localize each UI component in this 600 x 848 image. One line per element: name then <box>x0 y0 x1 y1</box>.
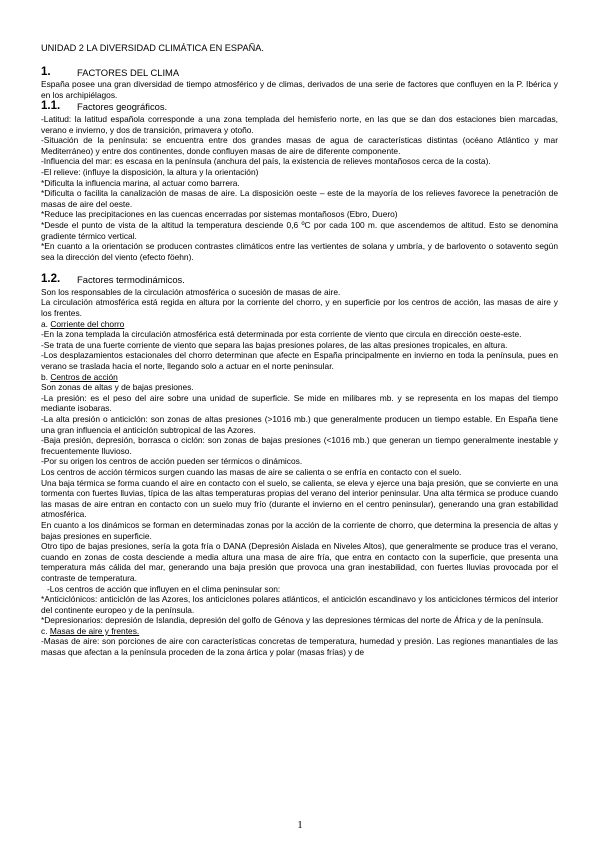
paragraph: -El relieve: (influye la disposición, la altura y la orientación) <box>41 166 259 177</box>
paragraph: *Dificulta la influencia marina, al actuar como barrera. <box>41 177 240 188</box>
subsection-b-title: Centros de acción <box>50 371 118 382</box>
subsection-c-letter: c. <box>41 625 50 636</box>
section-1-1-heading <box>41 101 558 113</box>
section-1-number: 1. <box>41 65 51 78</box>
paragraph: -La alta presión o anticiclón: son zonas de altas presiones (>1016 mb.) que generalmente producen un tiempo estable. En España tiene una gran influencia el anticiclón subtropical de las Azores. <box>41 414 558 435</box>
paragraph: -Los centros de acción que influyen en el clima peninsular son: <box>47 583 281 594</box>
paragraph: -Se trata de una fuerte corriente de viento que separa las bajas presiones polares, de las altas presiones tropicales, en altura. <box>41 339 508 350</box>
section-1-2-title: Factores termodinámicos. <box>77 274 185 286</box>
paragraph: Otro tipo de bajas presiones, sería la gota fría o DANA (Depresión Aislada en Niveles Altos), que generalmente se produce tras el verano, cuando en zonas de costa desciende a media altura una masa de aire fría, que entra en contacto con la superficie, que presenta una temperatura más cálida del mar, generando una baja presión que provoca una gran inestabilidad, con fuertes lluvias provocada por el contraste de temperatura. <box>41 541 558 583</box>
paragraph: *En cuanto a la orientación se producen contrastes climáticos entre las vertientes de solana y umbría, y de barlovento o sotavento según sea la dirección del viento (efecto föehn). <box>41 241 558 262</box>
section-1-heading <box>41 67 558 79</box>
section-1-1-title: Factores geográficos. <box>77 101 168 113</box>
subsection-c-heading <box>41 626 558 637</box>
section-1-title: FACTORES DEL CLIMA <box>77 66 180 78</box>
paragraph: -En la zona templada la circulación atmosférica está determinada por esta corriente de viento que circula en dirección oeste-este. <box>41 329 522 340</box>
subsection-b-letter: b. <box>41 371 51 382</box>
paragraph: *Reduce las precipitaciones en las cuencas encerradas por sistemas montañosos (Ebro, Duero) <box>41 209 398 220</box>
subsection-c-title: Masas de aire y frentes. <box>49 625 140 636</box>
paragraph: La circulación atmosférica está regida en altura por la corriente del chorro, y en superficie por los centros de acción, las masas de aire y los frentes. <box>41 297 558 319</box>
subsection-b-heading <box>41 372 558 383</box>
subsection-a-title: Corriente del chorro <box>50 318 125 329</box>
section-1-2-heading <box>41 274 558 286</box>
paragraph: *Depresionarios: depresión de Islandia, depresión del golfo de Génova y las depresiones térmicas del norte de África y de la península. <box>41 615 544 626</box>
unit-title: UNIDAD 2 LA DIVERSIDAD CLIMÁTICA EN ESPAÑA. <box>41 43 264 53</box>
paragraph: -Latitud: la latitud española corresponde a una zona templada del hemisferio norte, en las que se dan dos estaciones bien marcadas, verano e invierno, y dos de transición, primavera y otoño. <box>41 113 558 135</box>
paragraph: En cuanto a los dinámicos se forman en determinadas zonas por la acción de la corriente de chorro, que determina la presencia de altas y bajas presiones en superficie. <box>41 519 558 541</box>
paragraph: -La presión: es el peso del aire sobre una unidad de superficie. Se mide en milibares mb. y se representa en los mapas del tiempo mediante isobaras. <box>41 392 558 414</box>
paragraph: -Por su origen los centros de acción pueden ser térmicos o dinámicos. <box>41 456 303 467</box>
paragraph: -Influencia del mar: es escasa en la península (anchura del país, la existencia de relieves montañosos cerca de la costa). <box>41 156 491 167</box>
subsection-a-letter: a. <box>41 318 51 329</box>
section-1-1-number: 1.1. <box>41 100 61 113</box>
paragraph: Los centros de acción térmicos surgen cuando las masas de aire se calienta o se enfría en contacto con el suelo. <box>41 466 462 477</box>
paragraph: -Masas de aire: son porciones de aire con características concretas de temperatura, humedad y presión. Las regiones manantiales de las masas que afectan a la península proceden de la zona ártica y polar (masas frías) y de <box>41 636 558 658</box>
paragraph: Son los responsables de la circulación atmosférica o sucesión de masas de aire. <box>41 286 341 297</box>
paragraph: *Dificulta o facilita la canalización de masas de aire. La disposición oeste – este de la mayoría de los relieves favorece la penetración de masas de aire del oeste. <box>41 188 558 209</box>
section-1-2-number: 1.2. <box>41 273 61 286</box>
paragraph: Son zonas de altas y de bajas presiones. <box>41 382 194 393</box>
paragraph: *Desde el punto de vista de la altitud la temperatura desciende 0,6 ºC por cada 100 m. que ascendemos de altitud. Esto se denomina gradiente térmico vertical. <box>41 219 558 241</box>
paragraph: -Los desplazamientos estacionales del chorro determinan que afecte en España principalmente en invierno en toda la península, pues en verano se traslada hacia el norte, llegando solo a actuar en el norte peninsular. <box>41 350 558 372</box>
paragraph: -Situación de la península: se encuentra entre dos grandes masas de agua de características distintas (océano Atlántico y mar Mediterráneo) y entre dos continentes, donde confluyen masas de aire de diferente componente. <box>41 135 558 156</box>
paragraph: -Baja presión, depresión, borrasca o ciclón: son zonas de bajas presiones (<1016 mb.) que generan un tiempo generalmente inestable y frecuentemente lluvioso. <box>41 435 558 456</box>
subsection-a-heading <box>41 319 558 330</box>
page-number: 1 <box>297 819 303 831</box>
paragraph: Una baja térmica se forma cuando el aire en contacto con el suelo, se calienta, se eleva y ejerce una baja presión, que se convierte en una tormenta con fuertes lluvias, típica de las altas temperaturas propias del verano del interior peninsular. Una alta térmica se produce cuando las masas de aire entran en contacto con un suelo muy frío (durante el invierno en el centro peninsular), generando una gran estabilidad atmosférica. <box>41 477 558 520</box>
paragraph: *Anticiclónicos: anticiclón de las Azores, los anticiclones polares atlánticos, el anticiclón escandinavo y los anticiclones térmicos del interior del continente europeo y de la península. <box>41 594 558 615</box>
section-1-intro: España posee una gran diversidad de tiempo atmosférico y de climas, derivados de una serie de factores que confluyen en la P. Ibérica y en los archipiélagos. <box>41 79 558 100</box>
document-body <box>41 43 558 658</box>
